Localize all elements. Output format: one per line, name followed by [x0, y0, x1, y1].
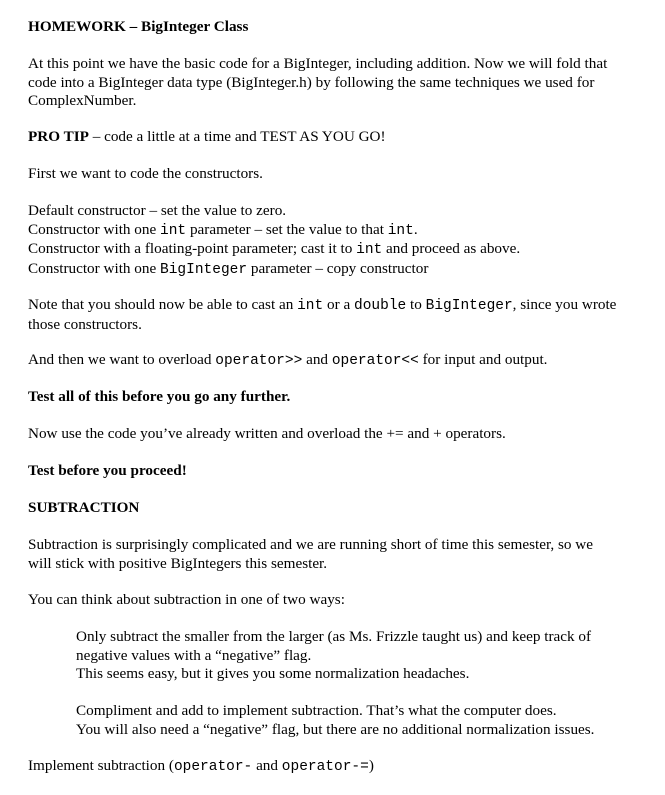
implement-subtraction-line [28, 757, 374, 777]
note-text-a: Note that you should now be able to cast an [28, 296, 298, 313]
copy-constructor-text-a: Constructor with one [28, 259, 161, 277]
subtraction-intro-line-2: will stick with positive BigIntegers this semester. [28, 554, 328, 572]
subtraction-heading: SUBTRACTION [28, 499, 140, 516]
biginteger-keyword: BigInteger [160, 261, 248, 278]
note-text-c: to [406, 296, 426, 313]
operator-minus-keyword: operator- [173, 759, 253, 775]
cast-note-line-1 [28, 296, 616, 316]
plus-operators-line: Now use the code you’ve already written and overload the += and + operators. [28, 425, 506, 442]
int-constructor-text-a: Constructor with one [28, 220, 161, 238]
double-keyword: double [354, 298, 407, 314]
biginteger-keyword: BigInteger [425, 298, 513, 314]
constructors-intro: First we want to code the constructors. [28, 165, 263, 182]
way-one-line-1: Only subtract the smaller from the larger (as Ms. Frizzle taught us) and keep track of [76, 628, 592, 645]
int-keyword: int [297, 298, 324, 314]
operator-input-keyword: operator>> [215, 353, 303, 369]
cast-note-paragraph [28, 296, 616, 334]
pro-tip-text: – code a little at a time and TEST AS YOU GO! [88, 128, 386, 145]
way-one-line-2: negative values with a “negative” flag. [76, 646, 312, 664]
constructors-list [28, 202, 520, 279]
overload-io-line [28, 351, 547, 371]
way-two-paragraph [28, 702, 594, 739]
float-constructor-text-a: Constructor with a floating-point parameter; cast it to [28, 240, 357, 257]
way-two-line-1: Compliment and add to implement subtraction. That’s what the computer does. [76, 702, 557, 719]
float-constructor-text-b: and proceed as above. [382, 240, 521, 257]
way-one-line-3: This seems easy, but it gives you some normalization headaches. [76, 665, 470, 682]
overload-text-b: and [302, 351, 332, 368]
implement-text-b: and [252, 757, 282, 774]
intro-line-3: ComplexNumber. [28, 92, 137, 109]
note-text-d: , since you wrote [512, 296, 617, 313]
int-keyword: int [387, 222, 414, 239]
implement-text-c: ) [368, 757, 374, 774]
overload-text-a: And then we want to overload [28, 351, 216, 368]
pro-tip-label: PRO TIP [28, 128, 89, 145]
int-keyword: int [356, 242, 383, 258]
way-one-paragraph [28, 628, 591, 684]
default-constructor-line: Default constructor – set the value to zero. [28, 202, 287, 219]
intro-line-2: code into a BigInteger data type (BigInteger.h) by following the same techniques we used for [28, 73, 595, 91]
operator-minus-assign-keyword: operator-= [281, 759, 369, 775]
test-further-line: Test all of this before you go any further. [28, 388, 291, 405]
ways-intro-line: You can think about subtraction in one of two ways: [28, 591, 345, 608]
copy-constructor-text-b: parameter – copy constructor [247, 259, 429, 277]
operator-output-keyword: operator<< [331, 353, 419, 369]
int-keyword: int [160, 222, 187, 239]
subtraction-intro-line-1: Subtraction is surprisingly complicated and we are running short of time this semester, so we [28, 536, 594, 553]
test-proceed-line: Test before you proceed! [28, 462, 187, 479]
intro-line-1: At this point we have the basic code for a BigInteger, including addition. Now we will fold that [28, 55, 608, 72]
intro-paragraph [28, 55, 607, 111]
int-constructor-line [28, 221, 520, 241]
note-text-b: or a [323, 296, 355, 313]
copy-constructor-line [28, 260, 520, 280]
int-constructor-text-b: parameter – set the value to that [186, 220, 388, 238]
cast-note-line-2: those constructors. [28, 315, 142, 333]
implement-text-a: Implement subtraction ( [28, 757, 174, 774]
subtraction-intro-paragraph [28, 536, 593, 573]
way-two-line-2: You will also need a “negative” flag, but there are no additional normalization issues. [76, 720, 595, 738]
float-constructor-line [28, 240, 520, 260]
int-constructor-text-c: . [413, 220, 418, 238]
pro-tip-line [28, 128, 386, 147]
document-title: HOMEWORK – BigInteger Class [28, 18, 249, 35]
overload-text-c: for input and output. [418, 351, 548, 368]
